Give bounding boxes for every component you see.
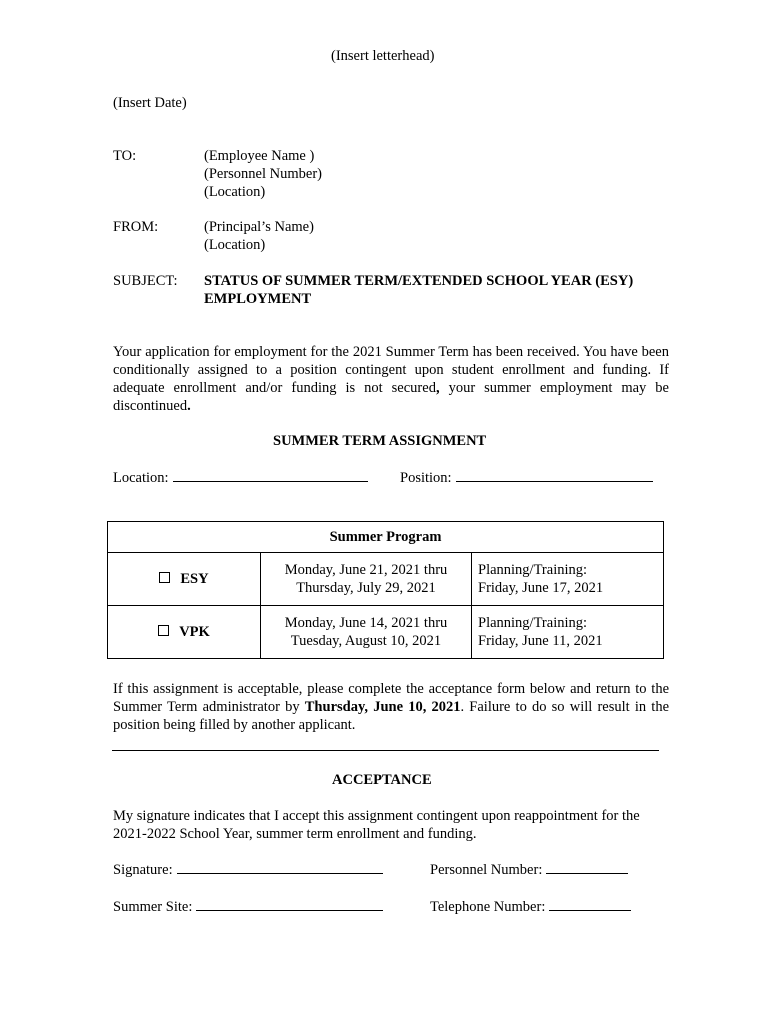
personnel-number-blank[interactable] <box>546 860 628 874</box>
esy-dates-line-2: Thursday, July 29, 2021 <box>296 580 436 596</box>
vpk-label: VPK <box>179 624 210 640</box>
personnel-number-label: Personnel Number: <box>430 862 543 878</box>
table-row-vpk <box>108 606 664 659</box>
table-header: Summer Program <box>108 522 664 553</box>
summer-site-label: Summer Site: <box>113 899 193 915</box>
telephone-number-blank[interactable] <box>549 897 631 911</box>
esy-label: ESY <box>180 571 209 587</box>
subject-label: SUBJECT: <box>113 273 178 289</box>
personnel-number-field[interactable] <box>430 860 628 879</box>
vpk-checkbox[interactable] <box>158 625 169 636</box>
instructions-before: If this assignment is acceptable, please complete the acceptance form below and return to the Summer Term administrator by <box>113 681 669 715</box>
instructions-after: . Failure to do so will result in the position being filled by another applicant. <box>113 699 669 733</box>
telephone-number-label: Telephone Number: <box>430 899 546 915</box>
vpk-cell <box>108 606 261 659</box>
location-field[interactable] <box>113 468 368 487</box>
location-label: Location: <box>113 470 169 486</box>
vpk-dates-line-1: Monday, June 14, 2021 thru <box>284 615 448 631</box>
esy-dates <box>261 553 472 606</box>
vpk-planning-line-1: Planning/Training: <box>478 615 588 631</box>
esy-planning <box>472 553 664 606</box>
to-employee-name: (Employee Name ) <box>204 148 315 164</box>
esy-planning-line-1: Planning/Training: <box>478 562 588 578</box>
acceptance-text: My signature indicates that I accept this assignment contingent upon reappointment for the 2021-2022 School Year, summer term enrollment and funding. <box>113 808 640 842</box>
subject-line-1: STATUS OF SUMMER TERM/EXTENDED SCHOOL YEAR (ESY) <box>204 273 634 289</box>
from-label: FROM: <box>113 219 159 235</box>
vpk-planning <box>472 606 664 659</box>
from-principal-name: (Principal’s Name) <box>204 219 314 235</box>
signature-blank[interactable] <box>177 860 383 874</box>
telephone-number-field[interactable] <box>430 897 631 916</box>
signature-field[interactable] <box>113 860 383 879</box>
intro-period: . <box>187 398 191 414</box>
vpk-planning-line-2: Friday, June 11, 2021 <box>478 633 603 649</box>
position-blank[interactable] <box>456 468 653 482</box>
intro-text: Your application for employment for the 2021 Summer Term has been received. You have been conditionally assigned to a position contingent upon student enrollment and funding. If adequate enrollment and/or funding is not secured <box>113 344 669 396</box>
esy-planning-line-2: Friday, June 17, 2021 <box>478 580 604 596</box>
instructions-deadline: Thursday, June 10, 2021 <box>304 699 461 715</box>
location-blank[interactable] <box>173 468 368 482</box>
intro-text-2: your summer employment may be discontinued <box>113 380 669 414</box>
position-label: Position: <box>400 470 452 486</box>
esy-checkbox[interactable] <box>159 572 170 583</box>
intro-paragraph <box>113 343 669 415</box>
from-location: (Location) <box>204 237 266 253</box>
subject-line-2: EMPLOYMENT <box>204 291 312 307</box>
summer-site-blank[interactable] <box>196 897 383 911</box>
acceptance-heading: ACCEPTANCE <box>332 772 432 788</box>
intro-comma: , <box>435 380 440 396</box>
to-personnel-number: (Personnel Number) <box>204 166 322 182</box>
letterhead-placeholder: (Insert letterhead) <box>331 48 435 64</box>
esy-dates-line-1: Monday, June 21, 2021 thru <box>284 562 448 578</box>
instructions-paragraph <box>113 680 669 734</box>
position-field[interactable] <box>400 468 653 487</box>
signature-label: Signature: <box>113 862 173 878</box>
summer-site-field[interactable] <box>113 897 383 916</box>
table-row-esy <box>108 553 664 606</box>
date-placeholder: (Insert Date) <box>113 95 187 111</box>
vpk-dates-line-2: Tuesday, August 10, 2021 <box>290 633 442 649</box>
to-location: (Location) <box>204 184 266 200</box>
section-divider <box>112 750 659 751</box>
assignment-heading: SUMMER TERM ASSIGNMENT <box>273 433 487 449</box>
esy-cell <box>108 553 261 606</box>
to-label: TO: <box>113 148 137 164</box>
vpk-dates <box>261 606 472 659</box>
summer-program-table <box>107 521 664 659</box>
